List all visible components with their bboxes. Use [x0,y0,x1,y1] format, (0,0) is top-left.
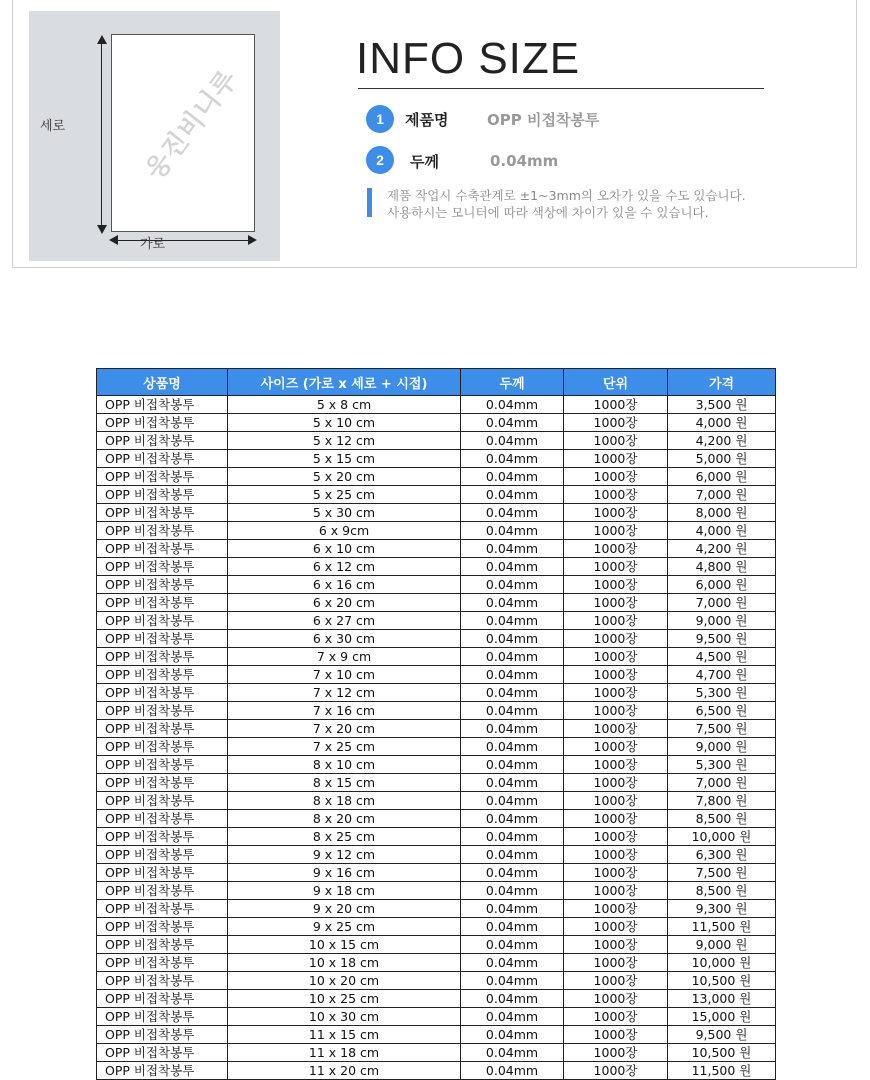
unit-cell: 1000장 [564,684,668,702]
unit-cell: 1000장 [564,1062,668,1080]
price-cell: 5,000 원 [668,450,776,468]
column-header: 단위 [564,369,668,396]
thickness-cell: 0.04mm [461,954,564,972]
table-row [97,792,776,810]
price-cell: 11,500 원 [668,918,776,936]
size-cell: 8 x 15 cm [228,774,461,792]
product-name-cell: OPP 비접착봉투 [97,900,228,918]
product-name-cell: OPP 비접착봉투 [97,666,228,684]
unit-cell: 1000장 [564,900,668,918]
unit-cell: 1000장 [564,774,668,792]
unit-cell: 1000장 [564,828,668,846]
unit-cell: 1000장 [564,918,668,936]
height-label: 세로 [40,119,66,134]
unit-cell: 1000장 [564,1026,668,1044]
price-cell: 4,500 원 [668,648,776,666]
note-accent-bar [367,188,372,217]
table-row [97,936,776,954]
size-cell: 6 x 30 cm [228,630,461,648]
table-row [97,594,776,612]
product-name-cell: OPP 비접착봉투 [97,972,228,990]
thickness-cell: 0.04mm [461,990,564,1008]
thickness-cell: 0.04mm [461,792,564,810]
product-name-cell: OPP 비접착봉투 [97,774,228,792]
thickness-cell: 0.04mm [461,720,564,738]
thickness-cell: 0.04mm [461,882,564,900]
product-name-cell: OPP 비접착봉투 [97,1008,228,1026]
thickness-cell: 0.04mm [461,450,564,468]
size-cell: 6 x 9cm [228,522,461,540]
table-row [97,486,776,504]
width-dimension-line [115,240,251,241]
price-cell: 8,500 원 [668,882,776,900]
table-body [97,396,776,1080]
spec-product-value: OPP 비접착봉투 [487,111,600,129]
thickness-cell: 0.04mm [461,504,564,522]
column-header: 가격 [668,369,776,396]
size-cell: 7 x 25 cm [228,738,461,756]
arrow-up-icon [97,35,107,44]
price-cell: 7,500 원 [668,864,776,882]
size-cell: 9 x 12 cm [228,846,461,864]
size-cell: 6 x 12 cm [228,558,461,576]
unit-cell: 1000장 [564,540,668,558]
unit-cell: 1000장 [564,846,668,864]
thickness-cell: 0.04mm [461,558,564,576]
table-row [97,576,776,594]
product-name-cell: OPP 비접착봉투 [97,396,228,414]
product-name-cell: OPP 비접착봉투 [97,684,228,702]
price-cell: 3,500 원 [668,396,776,414]
price-cell: 7,000 원 [668,486,776,504]
size-cell: 6 x 16 cm [228,576,461,594]
table-row [97,756,776,774]
table-row [97,1062,776,1080]
unit-cell: 1000장 [564,432,668,450]
unit-cell: 1000장 [564,486,668,504]
product-name-cell: OPP 비접착봉투 [97,612,228,630]
price-cell: 7,800 원 [668,792,776,810]
thickness-cell: 0.04mm [461,900,564,918]
table-row [97,900,776,918]
column-header: 상품명 [97,369,228,396]
table-row [97,864,776,882]
table-row [97,612,776,630]
thickness-cell: 0.04mm [461,648,564,666]
size-cell: 5 x 12 cm [228,432,461,450]
product-name-cell: OPP 비접착봉투 [97,810,228,828]
unit-cell: 1000장 [564,522,668,540]
unit-cell: 1000장 [564,756,668,774]
spec-product-label: 제품명 [405,111,449,129]
table-header-row [97,369,776,396]
watermark-text: 웅진비니루 [139,64,244,186]
unit-cell: 1000장 [564,972,668,990]
product-name-cell: OPP 비접착봉투 [97,864,228,882]
unit-cell: 1000장 [564,954,668,972]
table-row [97,450,776,468]
thickness-cell: 0.04mm [461,756,564,774]
table-row [97,1044,776,1062]
thickness-cell: 0.04mm [461,1044,564,1062]
note-line: 사용하시는 모니터에 따라 색상에 차이가 있을 수 있습니다. [387,205,709,220]
size-cell: 10 x 30 cm [228,1008,461,1026]
arrow-left-icon [109,235,118,245]
thickness-cell: 0.04mm [461,864,564,882]
price-cell: 6,000 원 [668,468,776,486]
price-cell: 4,000 원 [668,414,776,432]
price-cell: 15,000 원 [668,1008,776,1026]
price-cell: 10,500 원 [668,1044,776,1062]
column-header: 두께 [461,369,564,396]
table-row [97,846,776,864]
thickness-cell: 0.04mm [461,1026,564,1044]
price-cell: 10,500 원 [668,972,776,990]
price-cell: 9,300 원 [668,900,776,918]
thickness-cell: 0.04mm [461,630,564,648]
thickness-cell: 0.04mm [461,612,564,630]
unit-cell: 1000장 [564,936,668,954]
unit-cell: 1000장 [564,882,668,900]
table-row [97,684,776,702]
unit-cell: 1000장 [564,450,668,468]
price-cell: 7,000 원 [668,594,776,612]
table-row [97,540,776,558]
size-cell: 9 x 18 cm [228,882,461,900]
size-cell: 9 x 25 cm [228,918,461,936]
table-row [97,738,776,756]
arrow-down-icon [97,225,107,234]
unit-cell: 1000장 [564,1044,668,1062]
size-cell: 8 x 25 cm [228,828,461,846]
table-row [97,666,776,684]
product-name-cell: OPP 비접착봉투 [97,720,228,738]
thickness-cell: 0.04mm [461,918,564,936]
product-name-cell: OPP 비접착봉투 [97,846,228,864]
thickness-cell: 0.04mm [461,846,564,864]
table-row [97,630,776,648]
thickness-cell: 0.04mm [461,1062,564,1080]
table-row [97,702,776,720]
thickness-cell: 0.04mm [461,972,564,990]
product-name-cell: OPP 비접착봉투 [97,558,228,576]
product-name-cell: OPP 비접착봉투 [97,954,228,972]
price-cell: 5,300 원 [668,684,776,702]
table-row [97,972,776,990]
unit-cell: 1000장 [564,666,668,684]
product-name-cell: OPP 비접착봉투 [97,414,228,432]
product-name-cell: OPP 비접착봉투 [97,504,228,522]
table-row [97,774,776,792]
price-table [96,368,776,1080]
size-cell: 6 x 10 cm [228,540,461,558]
spec-number-badge: 2 [366,146,394,174]
product-name-cell: OPP 비접착봉투 [97,990,228,1008]
price-cell: 7,500 원 [668,720,776,738]
unit-cell: 1000장 [564,396,668,414]
unit-cell: 1000장 [564,576,668,594]
price-cell: 4,700 원 [668,666,776,684]
product-name-cell: OPP 비접착봉투 [97,630,228,648]
size-cell: 11 x 20 cm [228,1062,461,1080]
size-cell: 10 x 25 cm [228,990,461,1008]
title-divider [358,88,764,89]
unit-cell: 1000장 [564,720,668,738]
unit-cell: 1000장 [564,558,668,576]
unit-cell: 1000장 [564,504,668,522]
product-name-cell: OPP 비접착봉투 [97,450,228,468]
price-cell: 6,000 원 [668,576,776,594]
product-name-cell: OPP 비접착봉투 [97,738,228,756]
product-name-cell: OPP 비접착봉투 [97,486,228,504]
thickness-cell: 0.04mm [461,702,564,720]
table-row [97,396,776,414]
product-name-cell: OPP 비접착봉투 [97,828,228,846]
table-row [97,1026,776,1044]
size-cell: 8 x 20 cm [228,810,461,828]
product-name-cell: OPP 비접착봉투 [97,594,228,612]
thickness-cell: 0.04mm [461,666,564,684]
product-name-cell: OPP 비접착봉투 [97,522,228,540]
table-row [97,648,776,666]
price-cell: 6,300 원 [668,846,776,864]
price-cell: 9,000 원 [668,936,776,954]
product-name-cell: OPP 비접착봉투 [97,648,228,666]
price-cell: 4,800 원 [668,558,776,576]
product-name-cell: OPP 비접착봉투 [97,576,228,594]
size-cell: 10 x 20 cm [228,972,461,990]
thickness-cell: 0.04mm [461,414,564,432]
thickness-cell: 0.04mm [461,540,564,558]
unit-cell: 1000장 [564,810,668,828]
unit-cell: 1000장 [564,648,668,666]
price-cell: 9,000 원 [668,612,776,630]
price-cell: 8,000 원 [668,504,776,522]
product-name-cell: OPP 비접착봉투 [97,882,228,900]
size-cell: 5 x 25 cm [228,486,461,504]
size-cell: 5 x 15 cm [228,450,461,468]
unit-cell: 1000장 [564,630,668,648]
spec-thickness-value: 0.04mm [490,152,559,170]
product-name-cell: OPP 비접착봉투 [97,540,228,558]
price-cell: 9,500 원 [668,1026,776,1044]
price-cell: 9,500 원 [668,630,776,648]
width-label: 가로 [140,237,166,252]
price-cell: 6,500 원 [668,702,776,720]
unit-cell: 1000장 [564,702,668,720]
size-cell: 9 x 16 cm [228,864,461,882]
size-cell: 9 x 20 cm [228,900,461,918]
price-cell: 4,200 원 [668,540,776,558]
size-cell: 7 x 10 cm [228,666,461,684]
price-cell: 10,000 원 [668,828,776,846]
thickness-cell: 0.04mm [461,774,564,792]
thickness-cell: 0.04mm [461,486,564,504]
unit-cell: 1000장 [564,990,668,1008]
size-cell: 5 x 10 cm [228,414,461,432]
table-row [97,468,776,486]
product-name-cell: OPP 비접착봉투 [97,1044,228,1062]
table-row [97,954,776,972]
product-name-cell: OPP 비접착봉투 [97,468,228,486]
table-row [97,522,776,540]
table-row [97,990,776,1008]
thickness-cell: 0.04mm [461,594,564,612]
column-header: 사이즈 (가로 x 세로 + 시접) [228,369,461,396]
price-cell: 7,000 원 [668,774,776,792]
thickness-cell: 0.04mm [461,396,564,414]
price-cell: 11,500 원 [668,1062,776,1080]
thickness-cell: 0.04mm [461,576,564,594]
arrow-right-icon [248,235,257,245]
unit-cell: 1000장 [564,468,668,486]
size-cell: 7 x 9 cm [228,648,461,666]
paper-sheet [111,34,255,232]
product-name-cell: OPP 비접착봉투 [97,936,228,954]
spec-number-badge: 1 [366,105,394,133]
size-cell: 8 x 18 cm [228,792,461,810]
size-cell: 5 x 30 cm [228,504,461,522]
table-row [97,918,776,936]
table-row [97,720,776,738]
thickness-cell: 0.04mm [461,432,564,450]
product-name-cell: OPP 비접착봉투 [97,702,228,720]
size-cell: 7 x 20 cm [228,720,461,738]
thickness-cell: 0.04mm [461,828,564,846]
product-name-cell: OPP 비접착봉투 [97,918,228,936]
thickness-cell: 0.04mm [461,738,564,756]
price-cell: 8,500 원 [668,810,776,828]
product-name-cell: OPP 비접착봉투 [97,756,228,774]
product-name-cell: OPP 비접착봉투 [97,1062,228,1080]
spec-thickness-label: 두께 [410,153,439,171]
page-title: INFO SIZE [356,34,581,83]
thickness-cell: 0.04mm [461,522,564,540]
thickness-cell: 0.04mm [461,684,564,702]
size-cell: 8 x 10 cm [228,756,461,774]
size-cell: 10 x 15 cm [228,936,461,954]
size-cell: 11 x 18 cm [228,1044,461,1062]
note-line: 제품 작업시 수축관계로 ±1~3mm의 오차가 있을 수도 있습니다. [387,188,746,203]
size-cell: 5 x 8 cm [228,396,461,414]
size-cell: 5 x 20 cm [228,468,461,486]
price-cell: 13,000 원 [668,990,776,1008]
product-name-cell: OPP 비접착봉투 [97,432,228,450]
unit-cell: 1000장 [564,792,668,810]
size-cell: 11 x 15 cm [228,1026,461,1044]
unit-cell: 1000장 [564,864,668,882]
thickness-cell: 0.04mm [461,810,564,828]
thickness-cell: 0.04mm [461,468,564,486]
table-row [97,1008,776,1026]
table-row [97,810,776,828]
table-row [97,432,776,450]
unit-cell: 1000장 [564,414,668,432]
price-cell: 4,000 원 [668,522,776,540]
size-diagram [29,11,280,261]
price-cell: 10,000 원 [668,954,776,972]
product-name-cell: OPP 비접착봉투 [97,792,228,810]
price-cell: 5,300 원 [668,756,776,774]
table-row [97,828,776,846]
size-cell: 6 x 27 cm [228,612,461,630]
thickness-cell: 0.04mm [461,936,564,954]
unit-cell: 1000장 [564,594,668,612]
price-cell: 4,200 원 [668,432,776,450]
thickness-cell: 0.04mm [461,1008,564,1026]
unit-cell: 1000장 [564,1008,668,1026]
unit-cell: 1000장 [564,612,668,630]
table-row [97,414,776,432]
size-cell: 7 x 16 cm [228,702,461,720]
product-name-cell: OPP 비접착봉투 [97,1026,228,1044]
size-cell: 6 x 20 cm [228,594,461,612]
unit-cell: 1000장 [564,738,668,756]
table-row [97,504,776,522]
size-cell: 10 x 18 cm [228,954,461,972]
table-row [97,882,776,900]
size-cell: 7 x 12 cm [228,684,461,702]
table-row [97,558,776,576]
price-cell: 9,000 원 [668,738,776,756]
height-dimension-line [101,39,102,229]
